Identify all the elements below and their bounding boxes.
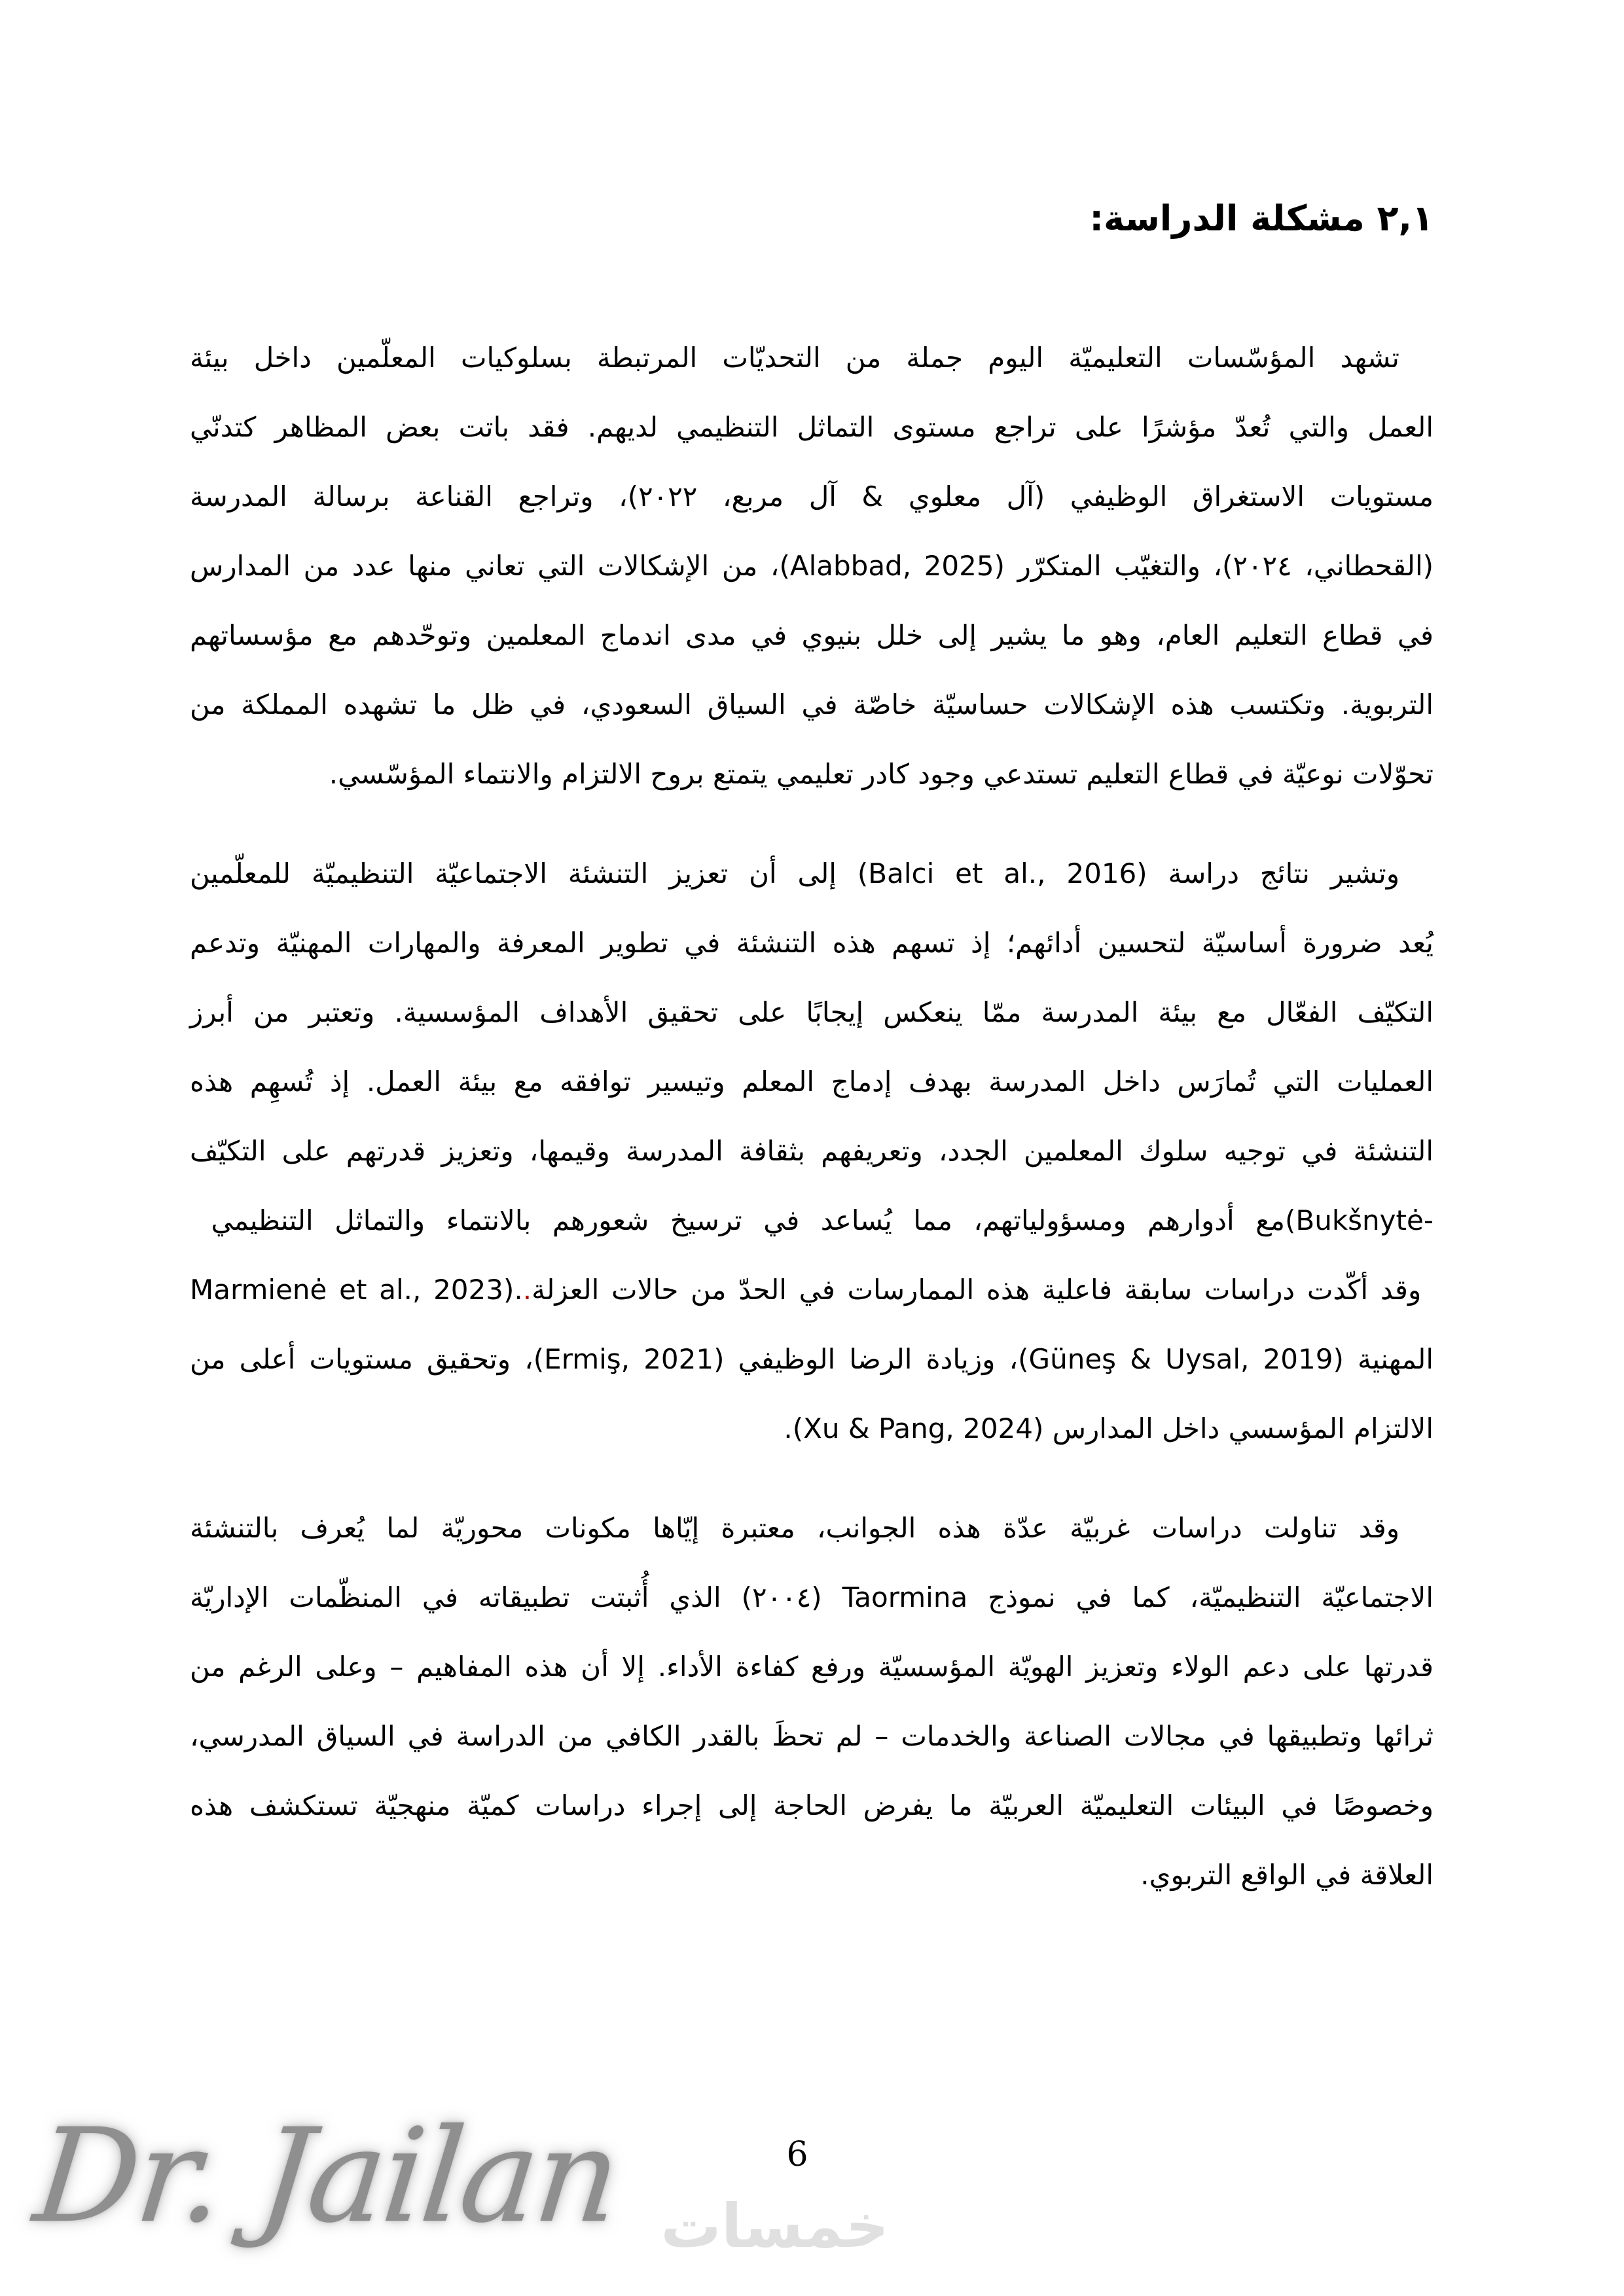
watermark-signature: Dr. Jailan bbox=[27, 2100, 625, 2251]
text-run: وقد تناولت دراسات غربيّة عدّة هذه الجوانب، معتبرة إيّاها مكونات محوريّة لما يُعرف بالتنشئة bbox=[190, 1512, 1399, 1544]
text-run: التكيّف الفعّال مع بيئة المدرسة ممّا ينعكس إيجابًا على تحقيق الأهداف المؤسسية. وتعتبر من أبرز bbox=[190, 996, 1434, 1028]
text-line bbox=[190, 1186, 1434, 1255]
text-run: . bbox=[522, 1274, 532, 1306]
text-run: التنشئة في توجيه سلوك المعلمين الجدد، وتعريفهم بثقافة المدرسة وقيمها، وتعزيز قدرتهم على التكيّف bbox=[190, 1135, 1434, 1167]
text-line bbox=[190, 1563, 1434, 1632]
text-run: الالتزام المؤسسي داخل المدارس (Xu & Pang, 2024). bbox=[784, 1412, 1434, 1444]
document-body bbox=[190, 195, 1434, 1940]
text-run: قدرتها على دعم الولاء وتعزيز الهويّة المؤسسيّة ورفع كفاءة الأداء. إلا أن هذه المفاهيم – وعلى الرغم من bbox=[190, 1651, 1434, 1683]
text-line bbox=[190, 1771, 1434, 1840]
citation-latin: Marmienė et al., 2023). bbox=[190, 1274, 523, 1306]
section-heading: ٢,١ مشكلة الدراسة: bbox=[1089, 198, 1434, 239]
text-line bbox=[190, 601, 1434, 670]
text-line bbox=[190, 1632, 1434, 1702]
text-line bbox=[190, 740, 1434, 809]
text-run: المهنية (Güneş & Uysal, 2019)، وزيادة الرضا الوظيفي (Ermiş, 2021)، وتحقيق مستويات أعلى من bbox=[190, 1343, 1434, 1375]
text-run: مستويات الاستغراق الوظيفي (آل معلوي & آل مربع، ٢٠٢٢)، وتراجع القناعة برسالة المدرسة bbox=[190, 480, 1434, 512]
text-run: العمليات التي تُمارَس داخل المدرسة بهدف إدماج المعلم وتيسير توافقه مع بيئة العمل. إذ تُسهِم هذه bbox=[190, 1066, 1434, 1098]
text-line bbox=[190, 1494, 1434, 1563]
text-run: مع أدوارهم ومسؤولياتهم، مما يُساعد في ترسيخ شعورهم بالانتماء والتماثل التنظيمي bbox=[190, 1204, 1286, 1236]
text-line bbox=[190, 1702, 1434, 1771]
text-line bbox=[190, 908, 1434, 978]
text-run: (القحطاني، ٢٠٢٤)، والتغيّب المتكرّر (Alabbad, 2025)، من الإشكالات التي تعاني منها عدد من المدارس bbox=[190, 550, 1434, 582]
text-line bbox=[190, 1255, 1434, 1325]
text-run: في قطاع التعليم العام، وهو ما يشير إلى خلل بنيوي في مدى اندماج المعلمين وتوحّدهم مع مؤسساتهم bbox=[190, 619, 1434, 651]
text-line bbox=[190, 1325, 1434, 1394]
text-line bbox=[190, 1840, 1434, 1910]
text-run: العلاقة في الواقع التربوي. bbox=[1140, 1859, 1434, 1891]
text-run: تحوّلات نوعيّة في قطاع التعليم تستدعي وجود كادر تعليمي يتمتع بروح الالتزام والانتماء المؤسّسي. bbox=[329, 758, 1434, 790]
text-line bbox=[190, 531, 1434, 601]
paragraph-3 bbox=[190, 1494, 1434, 1910]
text-run: يُعد ضرورة أساسيّة لتحسين أدائهم؛ إذ تسهم هذه التنشئة في تطوير المعرفة والمهارات المهنيّة وتدعم bbox=[190, 927, 1434, 959]
text-run: وتشير نتائج دراسة (Balci et al., 2016) إلى أن تعزيز التنشئة الاجتماعيّة التنظيميّة للمعلّمين bbox=[190, 857, 1399, 889]
paragraph-2 bbox=[190, 839, 1434, 1463]
text-line bbox=[190, 1394, 1434, 1463]
page-number: 6 bbox=[786, 2135, 808, 2174]
text-run: وقد أكّدت دراسات سابقة فاعلية هذه الممارسات في الحدّ من حالات العزلة bbox=[532, 1274, 1434, 1306]
text-run: التربوية. وتكتسب هذه الإشكالات حساسيّة خاصّة في السياق السعودي، في ظل ما تشهده المملكة من bbox=[190, 689, 1434, 721]
text-line bbox=[190, 978, 1434, 1047]
text-run: الاجتماعيّة التنظيميّة، كما في نموذج Taormina (٢٠٠٤) الذي أُثبتت تطبيقاته في المنظّمات الإداريّة bbox=[190, 1581, 1434, 1613]
paragraphs-container bbox=[190, 323, 1434, 1910]
text-run: ثرائها وتطبيقها في مجالات الصناعة والخدمات – لم تحظَ بالقدر الكافي من الدراسة في السياق المدرسي، bbox=[190, 1720, 1434, 1752]
text-line bbox=[190, 1117, 1434, 1186]
text-run: العمل والتي تُعدّ مؤشرًا على تراجع مستوى التماثل التنظيمي لديهم. فقد باتت بعض المظاهر كتدنّي bbox=[190, 411, 1434, 443]
paragraph-1 bbox=[190, 323, 1434, 809]
text-run: وخصوصًا في البيئات التعليميّة العربيّة ما يفرض الحاجة إلى إجراء دراسات كميّة منهجيّة تستكشف هذه bbox=[190, 1789, 1434, 1821]
text-line bbox=[190, 393, 1434, 462]
text-line bbox=[190, 323, 1434, 393]
khamsat-logo: خمسات bbox=[660, 2191, 889, 2261]
citation-latin: (Bukšnytė- bbox=[1285, 1204, 1434, 1236]
text-line bbox=[190, 839, 1434, 908]
text-line bbox=[190, 670, 1434, 740]
text-run: تشهد المؤسّسات التعليميّة اليوم جملة من التحديّات المرتبطة بسلوكيات المعلّمين داخل بيئة bbox=[190, 342, 1399, 374]
text-line bbox=[190, 462, 1434, 531]
text-line bbox=[190, 1047, 1434, 1117]
